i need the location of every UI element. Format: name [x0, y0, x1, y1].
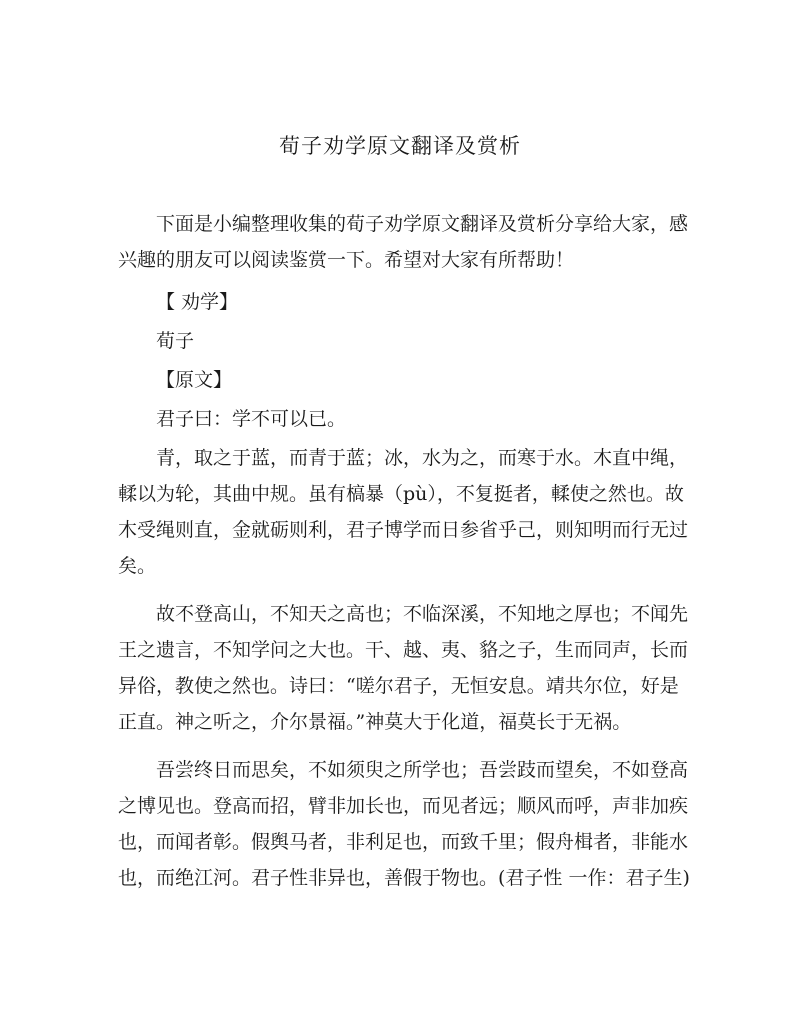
paragraph-line: 青，取之于蓝，而青于蓝；冰，水为之，而寒于水。木直中绳，	[156, 447, 689, 469]
paragraph-line: 异俗，教使之然也。诗曰：“嗟尔君子，无恒安息。靖共尔位，好是	[118, 675, 679, 697]
paragraph-line: 也，而闻者彰。假舆马者，非利足也，而致千里；假舟楫者，非能水	[118, 831, 689, 853]
paragraph-3	[118, 752, 690, 896]
paragraph-2	[118, 596, 689, 740]
intro-line: 兴趣的朋友可以阅读鉴赏一下。希望对大家有所帮助！	[118, 249, 575, 271]
intro-line: 下面是小编整理收集的荀子劝学原文翻译及赏析分享给大家，感	[156, 213, 689, 235]
section-heading: 【 劝学】	[156, 291, 239, 313]
quote-line: 君子曰：学不可以已。	[156, 408, 347, 430]
paragraph-line: 故不登高山，不知天之高也；不临深溪，不知地之厚也；不闻先	[156, 603, 689, 625]
paragraph-line: 矣。	[118, 555, 157, 577]
paragraph-line: 木受绳则直，金就砺则利，君子博学而日参省乎己，则知明而行无过	[118, 519, 689, 541]
paragraph-line: 吾尝终日而思矣，不如须臾之所学也；吾尝跂而望矣，不如登高	[156, 759, 689, 781]
paragraph-line: 王之遗言，不知学问之大也。干、越、夷、貉之子，生而同声，长而	[118, 639, 689, 661]
paragraph-line: 輮以为轮，其曲中规。虽有槁暴（pù），不复挺者，輮使之然也。故	[118, 483, 684, 505]
original-label: 【原文】	[156, 369, 233, 391]
intro-paragraph	[118, 206, 689, 278]
author-name: 荀子	[156, 330, 195, 352]
paragraph-line: 正直。神之听之，介尔景福。”神莫大于化道，福莫长于无祸。	[118, 711, 632, 733]
paragraph-line: 也，而绝江河。君子性非异也，善假于物也。(君子性 一作：君子生)	[118, 867, 690, 889]
paragraph-line: 之博见也。登高而招，臂非加长也，而见者远；顺风而呼，声非加疾	[118, 795, 689, 817]
paragraph-1	[118, 440, 689, 584]
page-title: 荀子劝学原文翻译及赏析	[279, 134, 521, 158]
